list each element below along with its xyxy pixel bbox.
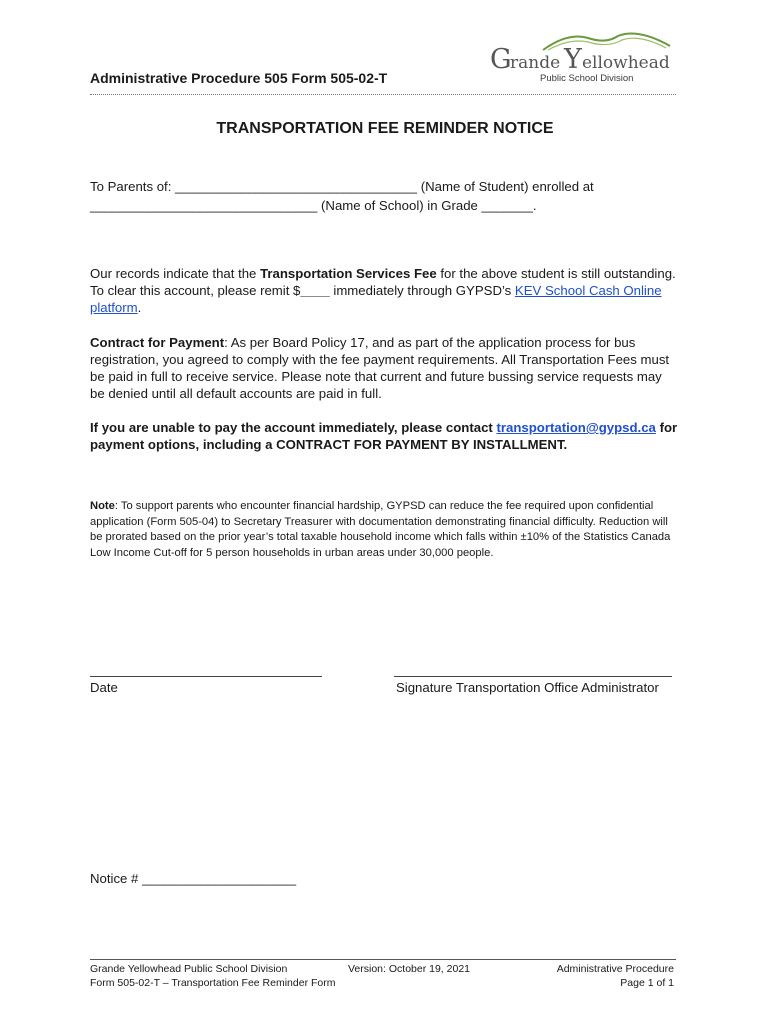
footer-page: Page 1 of 1	[620, 977, 674, 989]
contract-text: : As per Board Policy 17, and as part of the application process for bus registration, you agreed to comply with the fee payment requirements. All Transportation Fees must be paid in full to receive service. Please note that current and future bussing service requests may be denied until all default accounts are paid in full.	[90, 335, 670, 401]
records-text-2: for the above student is still outstanding. To clear this account, please remit $	[90, 266, 676, 298]
records-fee-name: Transportation Services Fee	[260, 266, 437, 281]
svg-text:ellowhead: ellowhead	[582, 53, 670, 73]
svg-text:G: G	[490, 44, 512, 75]
contract-label: Contract for Payment	[90, 335, 225, 350]
form-title: Administrative Procedure 505 Form 505-02-T	[90, 70, 388, 86]
transportation-email-link[interactable]: transportation@gypsd.ca	[496, 420, 656, 435]
footer-divider	[90, 959, 676, 960]
to-parents-line-1: To Parents of: _________________________________ (Name of Student) enrolled at	[90, 179, 594, 194]
note-label: Note	[90, 500, 115, 512]
footer-form: Form 505-02-T – Transportation Fee Reminder Form	[90, 977, 336, 989]
admin-signature-line	[394, 676, 672, 677]
notice-number: Notice # _____________________	[90, 871, 297, 886]
records-text-3: immediately through GYPSD’s	[329, 283, 515, 298]
footer-org: Grande Yellowhead Public School Division	[90, 963, 288, 975]
amount-blank: ____	[300, 283, 330, 298]
svg-text:rande: rande	[510, 53, 561, 73]
note-text: : To support parents who encounter financial hardship, GYPSD can reduce the fee required upon confidential application (Form 505-04) to Secretary Treasurer with documentation demonstrating financial difficulty. Reduction will be prorated based on the prior year’s total taxable household income which falls within ±10% of the Statistics Canada Low Income Cut-off for 5 person households in urban areas under 30,000 people.	[90, 500, 671, 559]
to-parents-line-2: _______________________________ (Name of School) in Grade _______.	[90, 198, 537, 213]
svg-text:Y: Y	[564, 44, 582, 75]
contact-text-1: If you are unable to pay the account immediately, please contact	[90, 420, 497, 435]
date-signature-line	[90, 676, 322, 677]
contract-paragraph	[90, 334, 680, 402]
date-label: Date	[90, 680, 118, 695]
note-paragraph	[90, 499, 680, 561]
footer-version: Version: October 19, 2021	[348, 963, 470, 975]
admin-signature-label: Signature Transportation Office Administrator	[396, 680, 659, 695]
contact-paragraph	[90, 419, 680, 453]
logo-subtext: Public School Division	[540, 73, 634, 84]
records-text-1: Our records indicate that the	[90, 266, 261, 281]
header-divider	[90, 94, 676, 95]
to-parents-block	[90, 177, 680, 215]
page-title: TRANSPORTATION FEE REMINDER NOTICE	[216, 120, 554, 137]
records-text-4: .	[137, 300, 142, 315]
kev-school-cash-link[interactable]: KEV School Cash Online platform	[90, 283, 662, 315]
records-paragraph	[90, 265, 680, 316]
contact-text-2: for payment options, including a CONTRACT FOR PAYMENT BY INSTALLMENT.	[90, 420, 678, 452]
footer-procedure: Administrative Procedure	[556, 963, 674, 975]
